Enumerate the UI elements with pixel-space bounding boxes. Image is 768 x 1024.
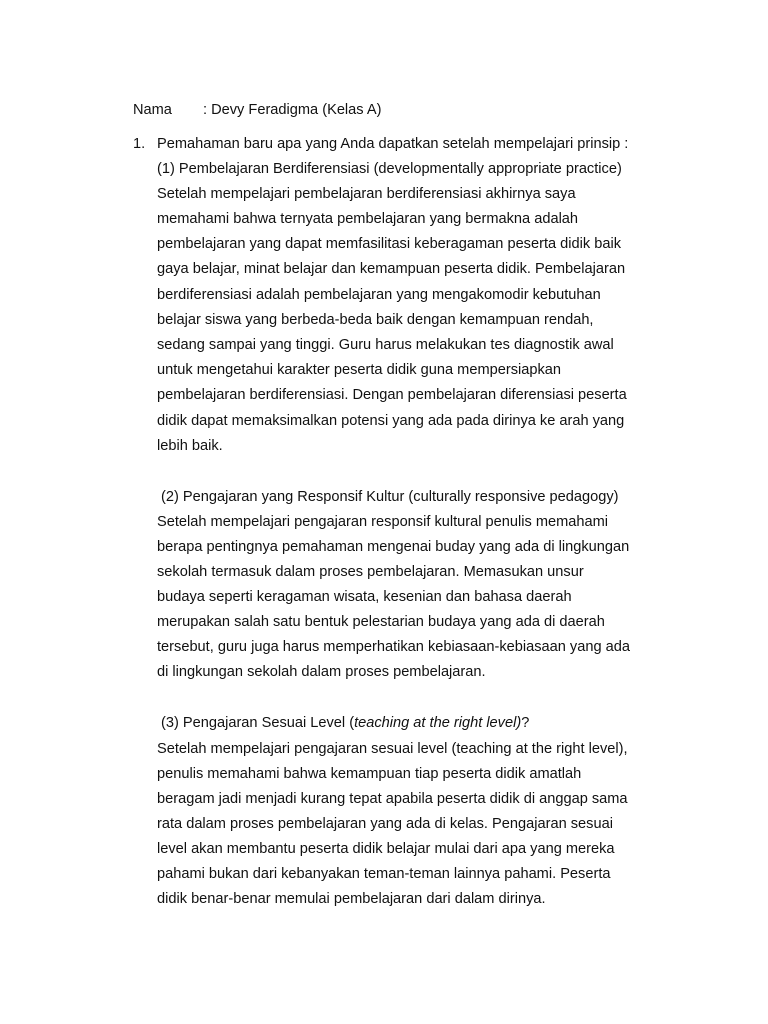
section-1-line: didik dapat memaksimalkan potensi yang ada pada dirinya ke arah yang	[157, 413, 625, 429]
section-1-line: Setelah mempelajari pembelajaran berdiferensiasi akhirnya saya	[157, 186, 576, 202]
section-3-line: didik benar-benar memulai pembelajaran dari dalam dirinya.	[157, 891, 546, 907]
section-1-line: pembelajaran berdiferensiasi. Dengan pembelajaran diferensiasi peserta	[157, 387, 627, 403]
section-1-line: memahami bahwa ternyata pembelajaran yang bermakna adalah	[157, 211, 579, 227]
section-1-line: sedang sampai yang tinggi. Guru harus melakukan tes diagnostik awal	[157, 337, 614, 353]
section-2-line: berapa pentingnya pemahaman mengenai buday yang ada di lingkungan	[157, 539, 630, 555]
section-3-heading-suffix: ?	[521, 715, 530, 731]
section-1-line: pembelajaran yang dapat memfasilitasi keberagaman peserta didik baik	[157, 236, 622, 252]
section-2-line: tersebut, guru juga harus memperhatikan kebiasaan-kebiasaan yang ada	[157, 639, 630, 655]
name-value: : Devy Feradigma (Kelas A)	[203, 102, 382, 118]
section-2-heading: (2) Pengajaran yang Responsif Kultur (culturally responsive pedagogy)	[161, 489, 619, 505]
section-3-line: rata dalam proses pembelajaran yang ada di kelas. Pengajaran sesuai	[157, 816, 613, 832]
section-2-line: budaya seperti keragaman wisata, kesenian dan bahasa daerah	[157, 589, 572, 605]
section-3-heading-italic: teaching at the right level)	[354, 715, 522, 731]
section-1-line: lebih baik.	[157, 438, 223, 454]
section-1-line: gaya belajar, minat belajar dan kemampuan peserta didik. Pembelajaran	[157, 261, 626, 277]
section-3-line: level akan membantu peserta didik belajar mulai dari apa yang mereka	[157, 841, 615, 857]
question-number: 1.	[133, 136, 146, 152]
section-2-line: merupakan salah satu bentuk pelestarian budaya yang ada di daerah	[157, 614, 605, 630]
question-text: Pemahaman baru apa yang Anda dapatkan setelah mempelajari prinsip :	[157, 136, 629, 152]
section-3-line: penulis memahami bahwa kemampuan tiap peserta didik amatlah	[157, 766, 582, 782]
section-3-line: Setelah mempelajari pengajaran sesuai level (teaching at the right level),	[157, 741, 628, 757]
section-3-line: beragam jadi menjadi kurang tepat apabila peserta didik di anggap sama	[157, 791, 628, 807]
section-2-line: sekolah termasuk dalam proses pembelajaran. Memasukan unsur	[157, 564, 584, 580]
section-3-heading-prefix: (3) Pengajaran Sesuai Level (	[161, 715, 355, 731]
section-2-line: di lingkungan sekolah dalam proses pembelajaran.	[157, 664, 486, 680]
section-1-line: untuk mengetahui karakter peserta didik guna mempersiapkan	[157, 362, 561, 378]
name-label: Nama	[133, 102, 172, 118]
section-1-line: belajar siswa yang berbeda-beda baik dengan kemampuan rendah,	[157, 312, 594, 328]
section-3-heading	[161, 713, 529, 733]
section-1-line: berdiferensiasi adalah pembelajaran yang mengakomodir kebutuhan	[157, 287, 601, 303]
section-1-heading: (1) Pembelajaran Berdiferensiasi (developmentally appropriate practice)	[157, 161, 622, 177]
section-2-line: Setelah mempelajari pengajaran responsif kultural penulis memahami	[157, 514, 609, 530]
section-3-line: pahami bukan dari kebanyakan teman-teman lainnya pahami. Peserta	[157, 866, 611, 882]
